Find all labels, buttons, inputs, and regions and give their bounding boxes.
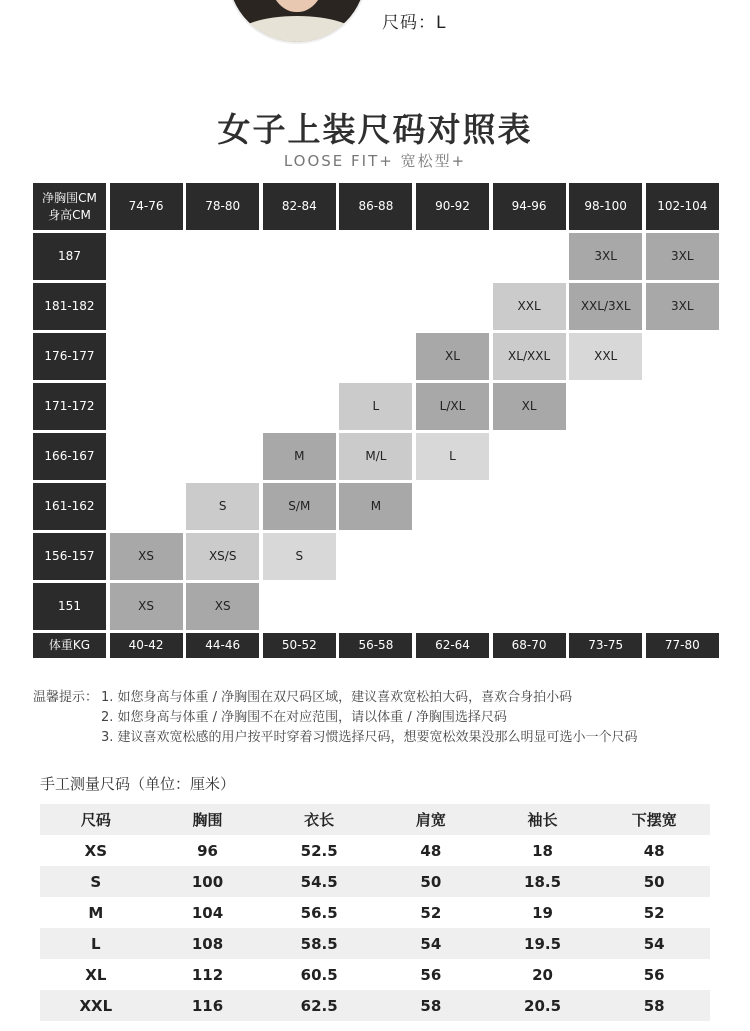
size-cell: XXL/3XL (569, 283, 642, 330)
table-cell: 18.5 (524, 872, 562, 891)
corner-height-label: 身高CM (48, 207, 91, 222)
table-cell: 54 (420, 934, 442, 953)
corner-chest-label: 净胸围CM (42, 191, 97, 206)
table-cell: 108 (191, 934, 224, 953)
table-cell: 50 (420, 872, 442, 891)
size-cell: L (339, 383, 412, 430)
table-cell: 60.5 (300, 965, 338, 984)
table-cell: 56.5 (300, 903, 338, 922)
table-cell: 54 (643, 934, 665, 953)
chest-range-header: 86-88 (339, 183, 412, 230)
column-header: 下摆宽 (631, 811, 677, 829)
chest-range-header: 94-96 (493, 183, 566, 230)
chest-range-header: 78-80 (186, 183, 259, 230)
table-cell: 52.5 (300, 841, 338, 860)
chest-range-header: 102-104 (646, 183, 719, 230)
column-header: 胸围 (192, 811, 223, 829)
table-cell: 58 (643, 996, 665, 1015)
height-row-header: 187 (33, 233, 106, 280)
table-cell: 96 (197, 841, 218, 860)
table-cell: XL (85, 965, 107, 984)
size-cell: XXL (493, 283, 566, 330)
table-cell: 116 (191, 996, 224, 1015)
chest-range-header: 82-84 (263, 183, 336, 230)
measurement-header-row (40, 804, 710, 835)
model-avatar (228, 0, 366, 42)
table-cell: 58 (420, 996, 442, 1015)
weight-range-cell: 40-42 (110, 633, 183, 658)
table-cell: 20.5 (524, 996, 562, 1015)
tip-item: 3. 建议喜欢宽松感的用户按平时穿着习惯选择尺码，想要宽松效果没那么明显可选小一个尺码 (101, 730, 638, 745)
tips-section (33, 688, 638, 748)
size-cell: XS (110, 583, 183, 630)
measurement-title: 手工测量尺码（单位：厘米） (40, 775, 236, 793)
table-cell: 19.5 (524, 934, 562, 953)
chart-corner-header (33, 183, 106, 230)
page-subtitle: LOOSE FIT+ 宽松型+ (283, 152, 467, 170)
table-cell: S (90, 872, 102, 891)
size-cell: L/XL (416, 383, 489, 430)
table-row (40, 897, 710, 928)
column-header: 尺码 (80, 811, 111, 829)
height-row-header: 181-182 (33, 283, 106, 330)
table-cell: 58.5 (300, 934, 338, 953)
size-cell: XS/S (186, 533, 259, 580)
table-cell: 19 (532, 903, 553, 922)
table-cell: 100 (191, 872, 224, 891)
table-cell: 62.5 (300, 996, 338, 1015)
table-cell: 52 (420, 903, 442, 922)
table-cell: 54.5 (300, 872, 338, 891)
height-row-header: 151 (33, 583, 106, 630)
size-cell: XL (493, 383, 566, 430)
column-header: 袖长 (527, 811, 558, 829)
measurement-table (40, 804, 710, 1021)
tips-label: 温馨提示： (33, 690, 99, 705)
table-cell: 56 (643, 965, 665, 984)
column-header: 衣长 (304, 811, 335, 829)
table-cell: 48 (643, 841, 665, 860)
table-cell: XXL (79, 996, 113, 1015)
tip-item: 2. 如您身高与体重 / 净胸围不在对应范围，请以体重 / 净胸围选择尺码 (101, 710, 507, 725)
table-cell: L (91, 934, 101, 953)
weight-range-cell: 77-80 (646, 633, 719, 658)
weight-range-cell: 68-70 (493, 633, 566, 658)
table-row (40, 866, 710, 897)
height-row-header: 166-167 (33, 433, 106, 480)
table-row (40, 959, 710, 990)
table-cell: M (88, 903, 104, 922)
tip-item: 1. 如您身高与体重 / 净胸围在双尺码区域，建议喜欢宽松拍大码，喜欢合身拍小码 (101, 690, 573, 705)
size-cell: XL (416, 333, 489, 380)
weight-range-cell: 73-75 (569, 633, 642, 658)
size-cell: 3XL (646, 283, 719, 330)
table-cell: 20 (532, 965, 553, 984)
table-row (40, 990, 710, 1021)
height-row-header: 171-172 (33, 383, 106, 430)
chest-range-header: 98-100 (569, 183, 642, 230)
chest-range-header: 90-92 (416, 183, 489, 230)
weight-range-cell: 50-52 (263, 633, 336, 658)
size-cell: 3XL (569, 233, 642, 280)
table-cell: 52 (643, 903, 665, 922)
size-cell: M (263, 433, 336, 480)
table-cell: 18 (532, 841, 553, 860)
model-header (0, 0, 750, 60)
size-cell: S (263, 533, 336, 580)
page-title: 女子上装尺码对照表 (217, 110, 533, 149)
size-cell: L (416, 433, 489, 480)
table-cell: 56 (420, 965, 442, 984)
table-cell: XS (84, 841, 108, 860)
size-cell: 3XL (646, 233, 719, 280)
table-row (40, 835, 710, 866)
weight-row-header: 体重KG (33, 633, 106, 658)
size-cell: XS (110, 533, 183, 580)
height-row-header: 176-177 (33, 333, 106, 380)
weight-range-cell: 44-46 (186, 633, 259, 658)
size-cell: XXL (569, 333, 642, 380)
size-cell: M (339, 483, 412, 530)
weight-range-cell: 56-58 (339, 633, 412, 658)
table-cell: 104 (191, 903, 224, 922)
size-cell: S/M (263, 483, 336, 530)
weight-range-cell: 62-64 (416, 633, 489, 658)
height-row-header: 161-162 (33, 483, 106, 530)
model-size-label: 尺码：L (382, 13, 447, 33)
size-cell: M/L (339, 433, 412, 480)
table-row (40, 928, 710, 959)
column-header: 肩宽 (415, 811, 446, 829)
height-row-header: 156-157 (33, 533, 106, 580)
size-cell: S (186, 483, 259, 530)
table-cell: 112 (191, 965, 224, 984)
size-cell: XS (186, 583, 259, 630)
table-cell: 48 (420, 841, 442, 860)
size-cell: XL/XXL (493, 333, 566, 380)
table-cell: 50 (643, 872, 665, 891)
chest-range-header: 74-76 (110, 183, 183, 230)
